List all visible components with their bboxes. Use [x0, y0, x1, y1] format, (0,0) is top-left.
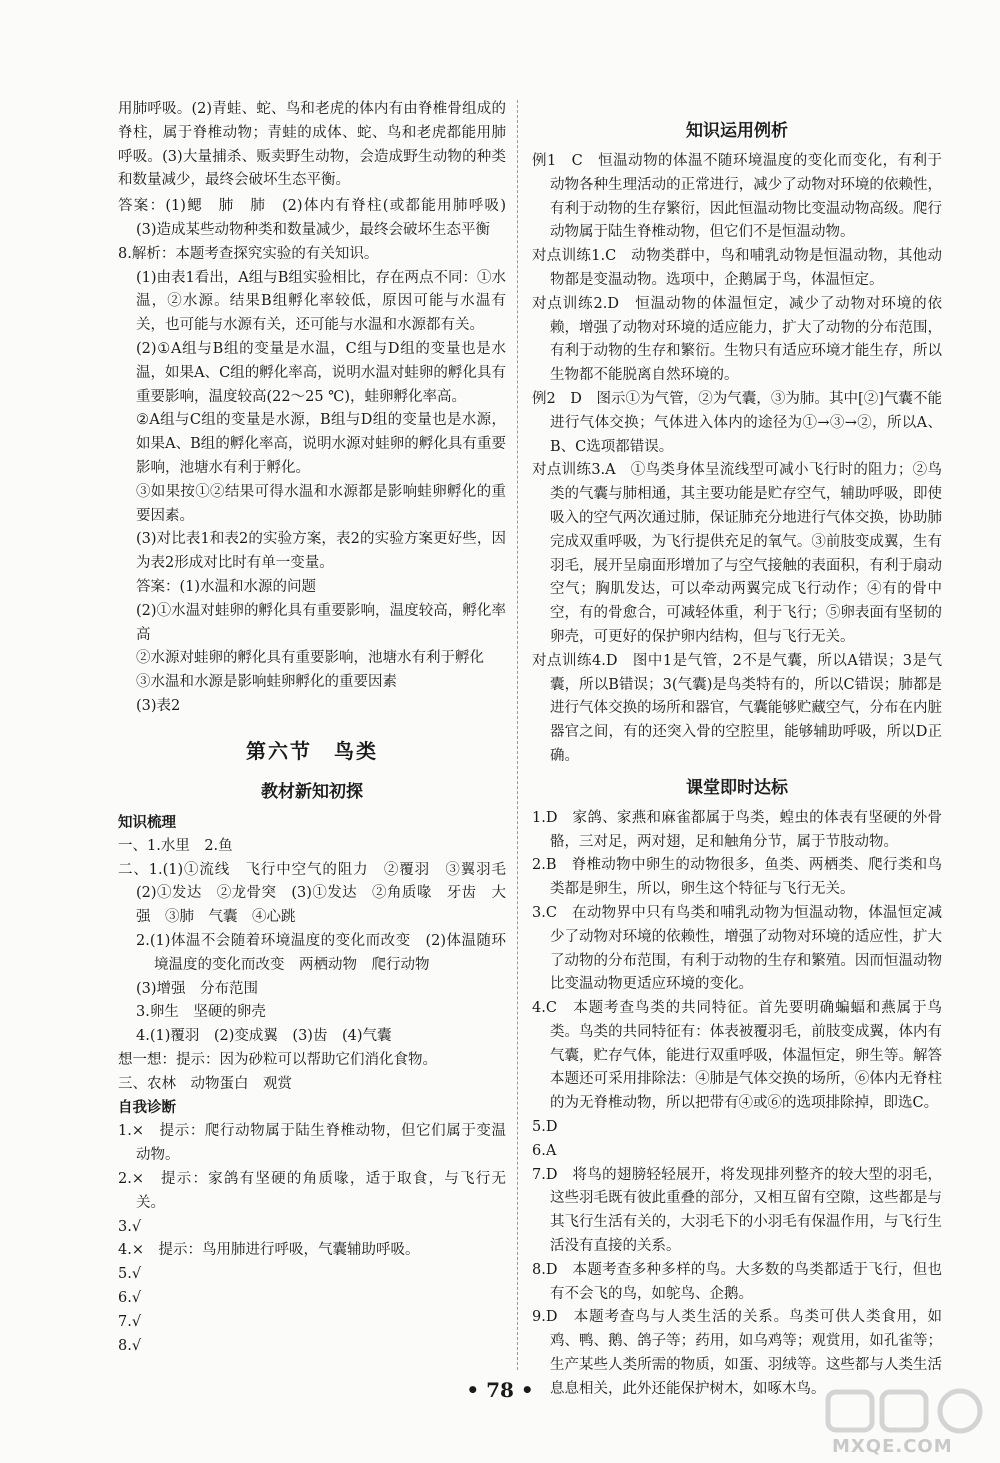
diagnosis-item: 2.× 提示：家鸽有坚硬的角质喙，适于取食，与飞行无关。 — [118, 1171, 506, 1211]
think-prompt: 想一想：提示：因为砂粒可以帮助它们消化食物。 — [118, 1051, 437, 1068]
q8-answer-1: 答案：(1)水温和水源的问题 — [136, 578, 317, 595]
q8-part-2b: ②A组与C组的变量是水源，B组与D组的变量也是水源，如果A、B组的孵化率高，说明水源对蛙卵的孵化具有重要影响，池塘水有利于孵化。 — [136, 412, 506, 476]
example-item: 对点训练2.D 恒温动物的体温恒定，减少了动物对环境的依赖，增强了动物对环境的适应能力，扩大了动物的分布范围，有利于动物的生存和繁衍。生物只有适应环境才能生存，所以生物都不能脱离自然环境的。 — [532, 295, 942, 384]
q8-answer-2a: (2)①水温对蛙卵的孵化具有重要影响，温度较高，孵化率高 — [136, 602, 506, 643]
knowledge-item: 二、1.(1)①流线 飞行中空气的阻力 ②覆羽 ③翼羽毛 (2)①发达 ②龙骨突 (3)①发达 ②角质喙 牙齿 大 强 ③肺 气囊 ④心跳 — [118, 861, 521, 926]
q8-part-2c: ③如果按①②结果可得水温和水源都是影响蛙卵孵化的重要因素。 — [136, 483, 506, 524]
classroom-item: 8.D 本题考查多种多样的鸟。大多数的鸟类都适于飞行，但也有不会飞的鸟，如鸵鸟、企鹅。 — [532, 1261, 942, 1302]
example-item: 对点训练1.C 动物类群中，鸟和哺乳动物是恒温动物，其他动物都是变温动物。选项中，企鹅属于鸟，体温恒定。 — [532, 248, 942, 288]
page-number: • 78 • — [466, 1378, 534, 1402]
watermark-domain: MXQE.COM — [832, 1436, 953, 1457]
section-title-application: 知识运用例析 — [686, 121, 788, 141]
example-item: 对点训练3.A ①鸟类身体呈流线型可减小飞行时的阻力；②鸟类的气囊与肺相通，其主要功能是贮存空气，辅助呼吸，即使吸入的空气两次通过肺，保证肺充分地进行气体交换，协助肺完成双重呼吸，为飞行提供充足的氧气。③前肢变成翼，生有羽毛，展开呈扇面形增加了与空气接触的表面积，有利于扇动空气；胸肌发达，可以牵动两翼完成飞行动作；④有的骨中空，有的骨愈合，可减轻体重，利于飞行；⑤卵表面有坚韧的卵壳，可更好的保护卵内结构，但与飞行无关。 — [532, 462, 942, 645]
diagnosis-item: 8.√ — [118, 1337, 142, 1354]
q8-part-3: (3)对比表1和表2的实验方案，表2的实验方案更好些，因为表2形成对比时有单一变量。 — [136, 531, 506, 572]
q8-part-2a: (2)①A组与B组的变量是水温，C组与D组的变量也是水温，如果A、C组的孵化率高，说明水温对蛙卵的孵化具有重要影响，温度较高(22～25 ℃)，蛙卵孵化率高。 — [136, 340, 506, 405]
example-item: 例2 D 图示①为气管，②为气囊，③为肺。其中[②]气囊不能进行气体交换；气体进入体内的途径为①→③→②，所以A、B、C选项都错误。 — [532, 390, 942, 455]
knowledge-item: 2.(1)体温不会随着环境温度的变化而改变 (2)体温随环境温度的变化而改变 两栖动物 爬行动物 — [136, 932, 506, 973]
example-item: 对点训练4.D 图中1是气管，2不是气囊，所以A错误；3是气囊，所以B错误；3(气囊)是鸟类特有的，所以C错误；肺都是进行气体交换的场所和器官，气囊能够贮藏空气，分布在内脏器官之间，有的还突入骨的空腔里，能够辅助呼吸，所以D正确。 — [532, 652, 942, 764]
q8-part-1: (1)由表1看出，A组与B组实验相比，存在两点不同：①水温，②水源。结果B组孵化率较低，原因可能与水温有关，也可能与水源有关，还可能与水温和水源都有关。 — [136, 269, 506, 334]
column-divider — [517, 100, 518, 1370]
subtitle-self-diagnosis: 自我诊断 — [118, 1100, 176, 1117]
classroom-item: 7.D 将鸟的翅膀轻轻展开，将发现排列整齐的较大型的羽毛，这些羽毛既有彼此重叠的部分，又相互留有空隙，这些都是与其飞行生活有关的，大羽毛下的小羽毛有保温作用，与飞行生活没有直接的关系。 — [532, 1166, 942, 1255]
chapter-title: 第六节 鸟类 — [246, 738, 378, 763]
q8-answer-2c: ③水温和水源是影响蛙卵孵化的重要因素 — [136, 674, 397, 691]
section-title-classroom: 课堂即时达标 — [686, 777, 788, 798]
knowledge-item: 三、农林 动物蛋白 观赏 — [118, 1075, 292, 1092]
q8-heading: 8.解析：本题考查探究实验的有关知识。 — [118, 245, 379, 262]
right-column — [532, 112, 942, 1402]
knowledge-item: 4.(1)覆羽 (2)变成翼 (3)齿 (4)气囊 — [136, 1028, 392, 1045]
knowledge-item: 3.卵生 坚硬的卵壳 — [136, 1004, 266, 1021]
q8-answer-2b: ②水源对蛙卵的孵化具有重要影响，池塘水有利于孵化 — [136, 650, 484, 667]
classroom-item: 4.C 本题考查鸟类的共同特征。首先要明确蝙蝠和燕属于鸟类。鸟类的共同特征有：体表被覆羽毛，前肢变成翼，体内有气囊，贮存气体，能进行双重呼吸，体温恒定，卵生等。解答本题还可采用排除法：④肺是气体交换的场所，⑥体内无脊柱的为无脊椎动物，所以把带有④或⑥的选项排除掉，即选C。 — [532, 1000, 942, 1112]
diagnosis-item: 3.√ — [118, 1218, 142, 1235]
classroom-item: 1.D 家鸽、家燕和麻雀都属于鸟类，蝗虫的体表有坚硬的外骨骼，三对足，两对翅，足和触角分节，属于节肢动物。 — [532, 809, 942, 850]
diagnosis-item: 5.√ — [118, 1266, 142, 1283]
classroom-item: 2.B 脊椎动物中卵生的动物很多，鱼类、两栖类、爬行类和鸟类都是卵生，所以，卵生这个特征与飞行无关。 — [532, 857, 942, 898]
diagnosis-item: 6.√ — [118, 1290, 142, 1307]
q8-answer-3: (3)表2 — [136, 697, 181, 714]
subtitle-knowledge-review: 知识梳理 — [118, 814, 176, 831]
section-title-new-knowledge: 教材新知初探 — [261, 781, 363, 802]
classroom-item: 3.C 在动物界中只有鸟类和哺乳动物为恒温动物，体温恒定减少了动物对环境的依赖性，增强了动物对环境的适应性，扩大了动物的分布范围，有利于动物的生存和繁殖。因而恒温动物比变温动物更适应环境的变化。 — [532, 904, 942, 993]
classroom-item: 9.D 本题考查鸟与人类生活的关系。鸟类可供人类食用，如鸡、鸭、鹅、鸽子等；药用，如乌鸡等；观赏用，如孔雀等；生产某些人类所需的物质，如蛋、羽绒等。这些都与人类生活息息相关，此外还能保护树木，如啄木鸟。 — [532, 1309, 942, 1397]
example-item: 例1 C 恒温动物的体温不随环境温度的变化而变化，有利于动物各种生理活动的正常进行，减少了动物对环境的依赖性，有利于动物的生存繁衍，因此恒温动物比变温动物高级。爬行动物属于陆生脊椎动物，但它们不是恒温动物。 — [532, 153, 942, 241]
intro-paragraph: 用肺呼吸。(2)青蛙、蛇、鸟和老虎的体内有由脊椎骨组成的脊柱，属于脊椎动物；青蛙的成体、蛇、鸟和老虎都能用肺呼吸。(3)大量捕杀、贩卖野生动物，会造成野生动物的种类和数量减少，最终会破坏生态平衡。 — [118, 101, 506, 189]
diagnosis-item: 1.× 提示：爬行动物属于陆生脊椎动物，但它们属于变温动物。 — [118, 1123, 506, 1164]
left-column — [118, 98, 521, 1358]
knowledge-item: 一、1.水里 2.鱼 — [118, 837, 233, 854]
diagnosis-item: 7.√ — [118, 1313, 142, 1330]
classroom-item: 5.D — [532, 1119, 558, 1136]
classroom-item: 6.A — [532, 1142, 557, 1159]
diagnosis-item: 4.× 提示：鸟用肺进行呼吸，气囊辅助呼吸。 — [118, 1242, 420, 1259]
knowledge-item: (3)增强 分布范围 — [136, 980, 259, 997]
answer-7: 答案：(1)鳃 肺 肺 (2)体内有脊柱(或都能用肺呼吸) (3)造成某些动物种类和数量减少，最终会破坏生态平衡 — [118, 198, 521, 238]
